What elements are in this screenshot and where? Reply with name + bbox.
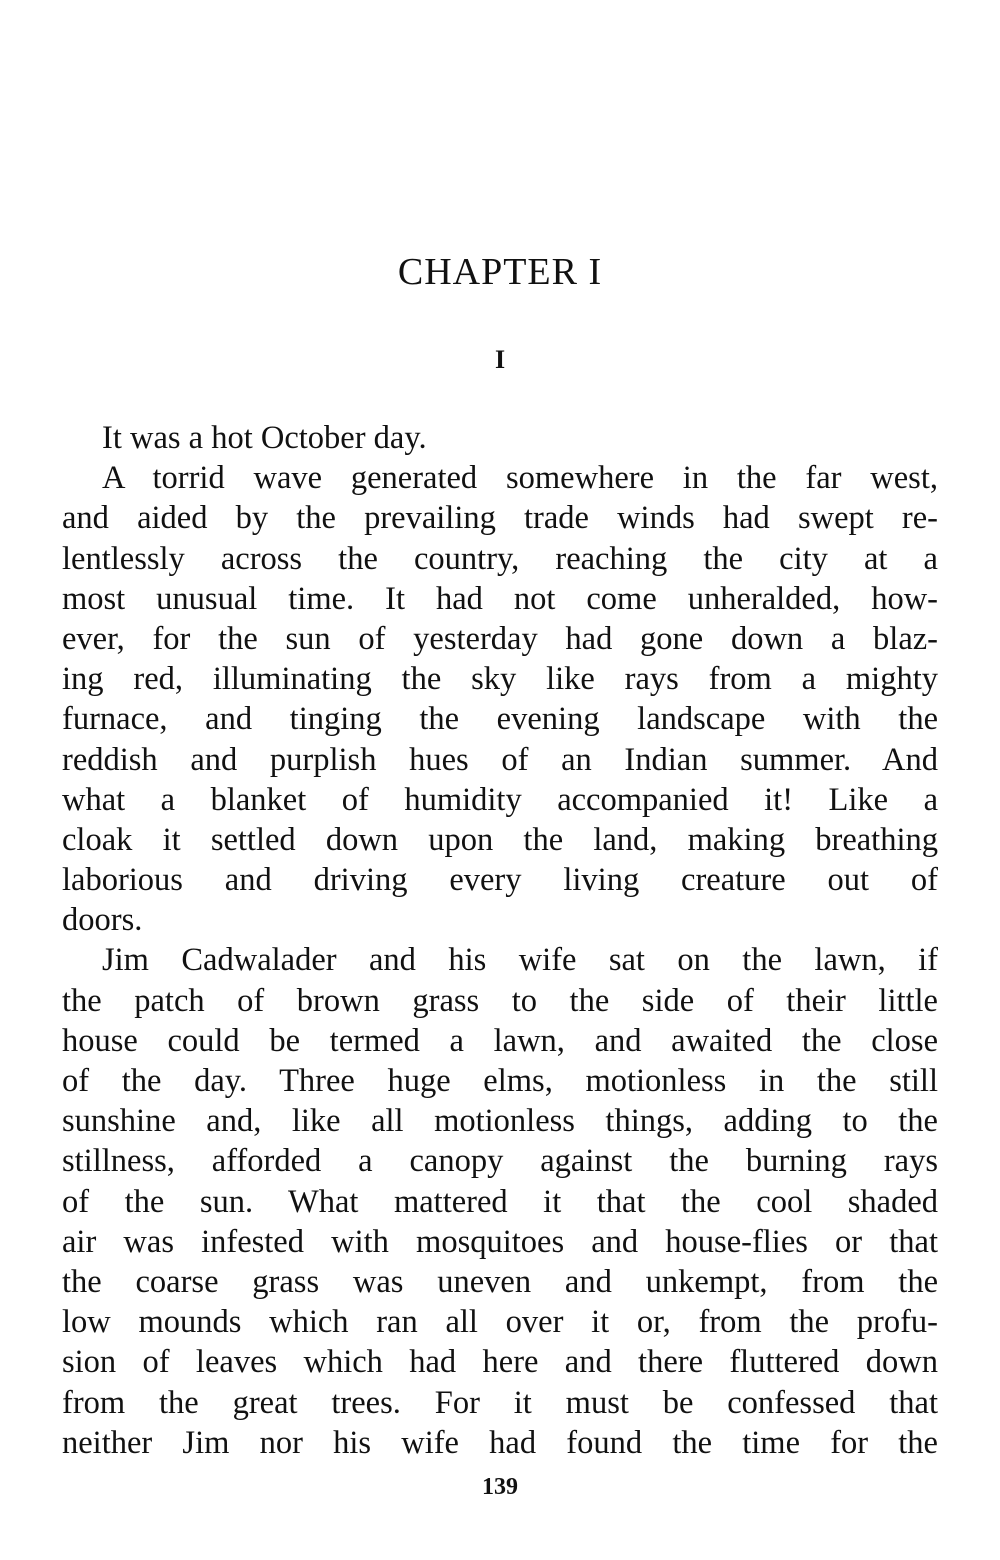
text-line: of the day. Three huge elms, motionless in the still	[62, 1063, 938, 1099]
text-line: neither Jim nor his wife had found the time for the	[62, 1424, 938, 1461]
text-line: of the sun. What mattered it that the cool shaded	[62, 1183, 938, 1220]
text-line: laborious and driving every living creature out of	[62, 862, 938, 899]
text-line: from the great trees. For it must be confessed that	[62, 1384, 938, 1421]
page-number: 139	[482, 1474, 518, 1500]
text-line: the patch of brown grass to the side of their little	[62, 982, 938, 1019]
text-line: air was infested with mosquitoes and house-flies or that	[62, 1223, 938, 1260]
text-line: stillness, afforded a canopy against the burning rays	[62, 1143, 938, 1180]
text-line: A torrid wave generated somewhere in the far west,	[102, 460, 938, 497]
text-line: the coarse grass was uneven and unkempt, from the	[62, 1263, 938, 1300]
text-line: reddish and purplish hues of an Indian summer. And	[62, 741, 938, 778]
text-line: house could be termed a lawn, and awaited the close	[62, 1022, 938, 1059]
text-line: and aided by the prevailing trade winds had swept re-	[62, 500, 938, 537]
text-line: cloak it settled down upon the land, making breathing	[62, 821, 938, 858]
text-line: low mounds which ran all over it or, from the profu-	[62, 1304, 938, 1341]
text-line: sion of leaves which had here and there fluttered down	[62, 1344, 938, 1381]
text-line: It was a hot October day.	[102, 420, 427, 456]
text-line: what a blanket of humidity accompanied it! Like a	[62, 781, 938, 818]
text-line: doors.	[62, 902, 143, 939]
text-line: sunshine and, like all motionless things, adding to the	[62, 1103, 938, 1140]
text-line: ever, for the sun of yesterday had gone down a blaz-	[62, 620, 938, 657]
text-line: lentlessly across the country, reaching the city at a	[62, 540, 938, 577]
text-line: furnace, and tinging the evening landscape with the	[62, 701, 938, 738]
text-line: most unusual time. It had not come unheralded, how-	[62, 580, 938, 617]
chapter-title: CHAPTER I	[397, 251, 603, 293]
text-line: Jim Cadwalader and his wife sat on the lawn, if	[102, 942, 938, 979]
text-line: ing red, illuminating the sky like rays from a mighty	[62, 661, 938, 698]
section-number: I	[494, 345, 506, 374]
body-text	[62, 418, 938, 1463]
